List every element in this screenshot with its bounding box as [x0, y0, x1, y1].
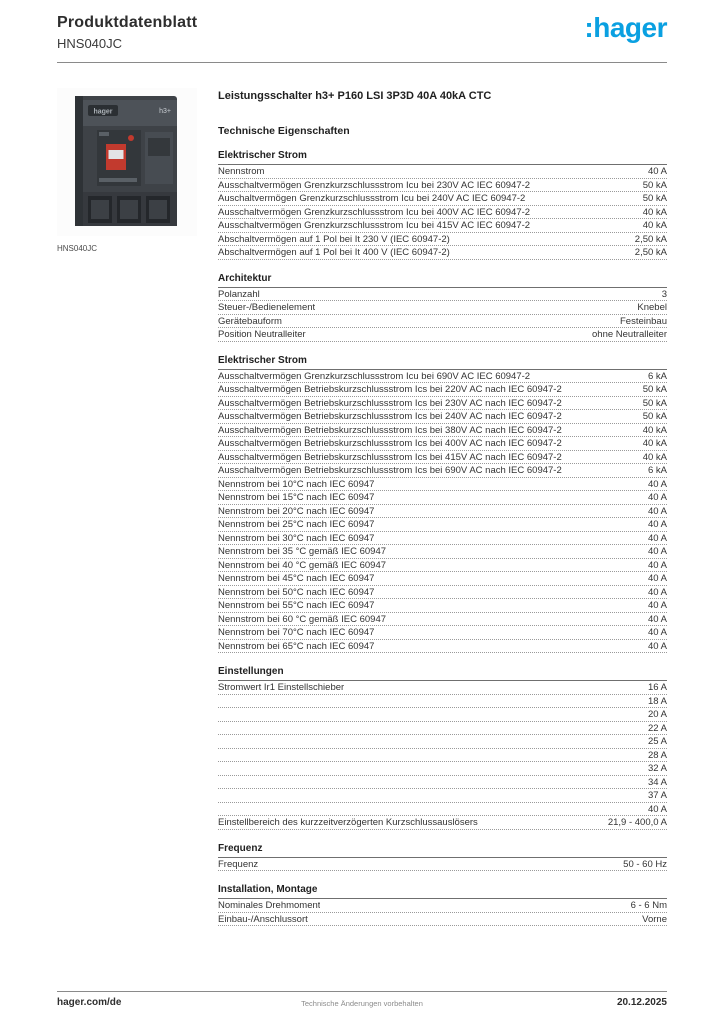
spec-label: Gerätebauform [218, 315, 282, 327]
spec-row [218, 370, 667, 384]
spec-section [218, 355, 667, 654]
spec-value: 40 A [647, 505, 667, 517]
hager-logo: :hager [584, 12, 667, 43]
spec-row [218, 735, 667, 749]
spec-value: 28 A [647, 749, 667, 761]
svg-text:h3+: h3+ [159, 108, 171, 115]
footer-disclaimer: Technische Änderungen vorbehalten [301, 999, 423, 1008]
footer [57, 997, 667, 1013]
spec-section [218, 666, 667, 830]
spec-value: 50 kA [642, 411, 667, 422]
spec-value: 50 - 60 Hz [623, 858, 667, 870]
spec-value: 18 A [647, 695, 667, 707]
spec-label: Abschaltvermögen auf 1 Pol bei It 400 V (IEC 60947-2) [218, 247, 450, 258]
product-title: Leistungsschalter h3+ P160 LSI 3P3D 40A 40kA CTC [218, 90, 492, 102]
spec-value: 40 kA [642, 451, 667, 463]
spec-label: Nennstrom bei 25°C nach IEC 60947 [218, 519, 375, 530]
spec-row [218, 165, 667, 179]
svg-text:hager: hager [93, 108, 113, 116]
spec-label: Nennstrom bei 65°C nach IEC 60947 [218, 640, 375, 652]
spec-label: Nennstrom bei 10°C nach IEC 60947 [218, 478, 375, 490]
spec-label: Steuer-/Bedienelement [218, 302, 316, 313]
spec-label: Nennstrom bei 55°C nach IEC 60947 [218, 600, 375, 611]
section-heading: Einstellungen [218, 666, 667, 681]
spec-row [218, 599, 667, 613]
spec-label: Ausschaltvermögen Betriebskurzschlussstrom Ics bei 415V AC nach IEC 60947-2 [218, 451, 562, 463]
spec-row [218, 749, 667, 763]
spec-label: Nennstrom bei 35 °C gemäß IEC 60947 [218, 546, 387, 557]
spec-row [218, 532, 667, 546]
spec-label: Auschaltvermögen Grenzkurzschlussstrom Icu bei 240V AC IEC 60947-2 [218, 193, 526, 204]
spec-section [218, 843, 667, 872]
spec-label: Position Neutralleiter [218, 329, 306, 340]
spec-row [218, 424, 667, 438]
spec-value: 34 A [647, 776, 667, 788]
spec-row [218, 626, 667, 640]
section-rows [218, 370, 667, 654]
spec-row [218, 383, 667, 397]
spec-label: Ausschaltvermögen Betriebskurzschlussstrom Ics bei 400V AC nach IEC 60947-2 [218, 438, 562, 449]
spec-label: Ausschaltvermögen Grenzkurzschlussstrom Icu bei 400V AC IEC 60947-2 [218, 206, 531, 218]
spec-row [218, 397, 667, 411]
spec-value: 21,9 - 400,0 A [607, 817, 667, 828]
spec-label: Ausschaltvermögen Betriebskurzschlussstrom Ics bei 380V AC nach IEC 60947-2 [218, 424, 562, 436]
spec-row [218, 545, 667, 559]
spec-label: Nennstrom bei 60 °C gemäß IEC 60947 [218, 613, 387, 625]
section-rows [218, 165, 667, 260]
spec-row [218, 572, 667, 586]
spec-row [218, 233, 667, 247]
spec-value: 40 A [647, 546, 667, 557]
spec-label: Ausschaltvermögen Grenzkurzschlussstrom Icu bei 415V AC IEC 60947-2 [218, 220, 531, 231]
spec-row [218, 288, 667, 302]
spec-value: Festeinbau [619, 315, 667, 327]
section-rows [218, 681, 667, 830]
section-rows [218, 288, 667, 342]
spec-label: Nennstrom bei 50°C nach IEC 60947 [218, 586, 375, 598]
section-heading: Installation, Montage [218, 884, 667, 899]
circuit-breaker-illustration [61, 92, 193, 232]
main-content [218, 90, 667, 926]
spec-row [218, 858, 667, 872]
spec-value: 16 A [647, 682, 667, 693]
spec-value: 40 A [647, 492, 667, 503]
spec-label: Nennstrom bei 40 °C gemäß IEC 60947 [218, 559, 387, 571]
section-heading: Architektur [218, 273, 667, 288]
header [57, 14, 667, 62]
spec-label: Einbau-/Anschlussort [218, 913, 308, 925]
spec-value: 40 A [647, 532, 667, 544]
product-reference: HNS040JC [57, 36, 123, 51]
spec-row [218, 789, 667, 803]
spec-value: 2,50 kA [634, 233, 667, 245]
spec-section [218, 150, 667, 260]
spec-row [218, 613, 667, 627]
spec-value: 40 A [647, 573, 667, 584]
spec-value: 40 A [647, 640, 667, 652]
spec-label: Frequenz [218, 858, 259, 870]
spec-label: Abschaltvermögen auf 1 Pol bei It 230 V (IEC 60947-2) [218, 233, 450, 245]
spec-value: 40 kA [642, 206, 667, 218]
spec-value: 25 A [647, 736, 667, 747]
spec-row [218, 328, 667, 342]
spec-value: 40 A [647, 519, 667, 530]
section-heading: Frequenz [218, 843, 667, 858]
spec-row [218, 464, 667, 478]
spec-value: 6 kA [647, 370, 667, 382]
spec-label: Ausschaltvermögen Grenzkurzschlussstrom Icu bei 690V AC IEC 60947-2 [218, 370, 531, 382]
spec-label: Nennstrom bei 30°C nach IEC 60947 [218, 532, 375, 544]
header-divider [57, 62, 667, 63]
spec-row [218, 586, 667, 600]
spec-row [218, 899, 667, 913]
spec-section [218, 884, 667, 926]
spec-row [218, 762, 667, 776]
spec-value: 50 kA [642, 384, 667, 395]
product-image-column [57, 88, 197, 253]
spec-value: 32 A [647, 763, 667, 774]
spec-label: Ausschaltvermögen Betriebskurzschlussstrom Ics bei 220V AC nach IEC 60947-2 [218, 384, 562, 395]
spec-row [218, 301, 667, 315]
spec-row [218, 803, 667, 817]
spec-label: Ausschaltvermögen Betriebskurzschlussstrom Ics bei 240V AC nach IEC 60947-2 [218, 411, 562, 422]
spec-value: 40 kA [642, 220, 667, 231]
spec-value: 3 [661, 288, 667, 300]
spec-value: 20 A [647, 709, 667, 720]
spec-label: Nominales Drehmoment [218, 900, 321, 911]
footer-website-link[interactable]: hager.com/de [57, 997, 122, 1008]
section-heading: Elektrischer Strom [218, 355, 667, 370]
spec-value: 40 A [647, 559, 667, 571]
spec-row [218, 559, 667, 573]
spec-row [218, 518, 667, 532]
section-rows [218, 858, 667, 872]
spec-value: 40 A [647, 613, 667, 625]
spec-value: 40 kA [642, 438, 667, 449]
spec-section [218, 273, 667, 342]
spec-value: 40 A [647, 627, 667, 638]
spec-row [218, 640, 667, 654]
spec-row [218, 315, 667, 329]
spec-label: Nennstrom bei 20°C nach IEC 60947 [218, 505, 375, 517]
spec-row [218, 816, 667, 830]
spec-sections [218, 150, 667, 926]
section-rows [218, 899, 667, 926]
spec-value: 40 A [647, 166, 667, 177]
spec-row [218, 437, 667, 451]
technical-properties-heading: Technische Eigenschaften [218, 125, 350, 137]
spec-label: Ausschaltvermögen Betriebskurzschlussstrom Ics bei 690V AC nach IEC 60947-2 [218, 465, 562, 476]
spec-row [218, 695, 667, 709]
spec-row [218, 206, 667, 220]
spec-value: 37 A [647, 790, 667, 801]
spec-row [218, 451, 667, 465]
spec-value: 50 kA [642, 193, 667, 204]
spec-value: 40 A [647, 586, 667, 598]
spec-value: 40 A [647, 600, 667, 611]
spec-label: Nennstrom bei 70°C nach IEC 60947 [218, 627, 375, 638]
spec-value: 50 kA [642, 397, 667, 409]
spec-row [218, 722, 667, 736]
spec-value: 50 kA [642, 179, 667, 191]
spec-row [218, 708, 667, 722]
spec-value: 40 kA [642, 424, 667, 436]
spec-label: Nennstrom [218, 166, 265, 177]
spec-label: Ausschaltvermögen Betriebskurzschlussstrom Ics bei 230V AC nach IEC 60947-2 [218, 397, 562, 409]
spec-label: Polanzahl [218, 288, 260, 300]
spec-value: Vorne [642, 913, 667, 925]
product-image [57, 88, 197, 236]
spec-row [218, 505, 667, 519]
footer-divider [57, 991, 667, 992]
spec-value: 2,50 kA [634, 247, 667, 258]
section-heading: Elektrischer Strom [218, 150, 667, 165]
document-title: Produktdatenblatt [57, 14, 198, 31]
spec-value: ohne Neutralleiter [592, 329, 667, 340]
spec-label: Ausschaltvermögen Grenzkurzschlussstrom Icu bei 230V AC IEC 60947-2 [218, 179, 531, 191]
spec-value: 6 kA [647, 465, 667, 476]
spec-row [218, 410, 667, 424]
spec-value: 22 A [647, 722, 667, 734]
spec-label: Nennstrom bei 15°C nach IEC 60947 [218, 492, 375, 503]
product-image-caption: HNS040JC [57, 244, 98, 253]
spec-row [218, 776, 667, 790]
spec-row [218, 913, 667, 927]
spec-label: Nennstrom bei 45°C nach IEC 60947 [218, 573, 375, 584]
spec-label: Einstellbereich des kurzzeitverzögerten Kurzschlussauslösers [218, 817, 478, 828]
spec-row [218, 478, 667, 492]
footer-date: 20.12.2025 [616, 997, 667, 1008]
spec-row [218, 179, 667, 193]
spec-row [218, 192, 667, 206]
spec-row [218, 219, 667, 233]
spec-value: 6 - 6 Nm [630, 900, 667, 911]
spec-label: Stromwert Ir1 Einstellschieber [218, 682, 345, 693]
spec-row [218, 246, 667, 260]
spec-row [218, 681, 667, 695]
spec-row [218, 491, 667, 505]
spec-value: 40 A [647, 803, 667, 815]
spec-value: 40 A [647, 478, 667, 490]
spec-value: Knebel [637, 302, 667, 313]
